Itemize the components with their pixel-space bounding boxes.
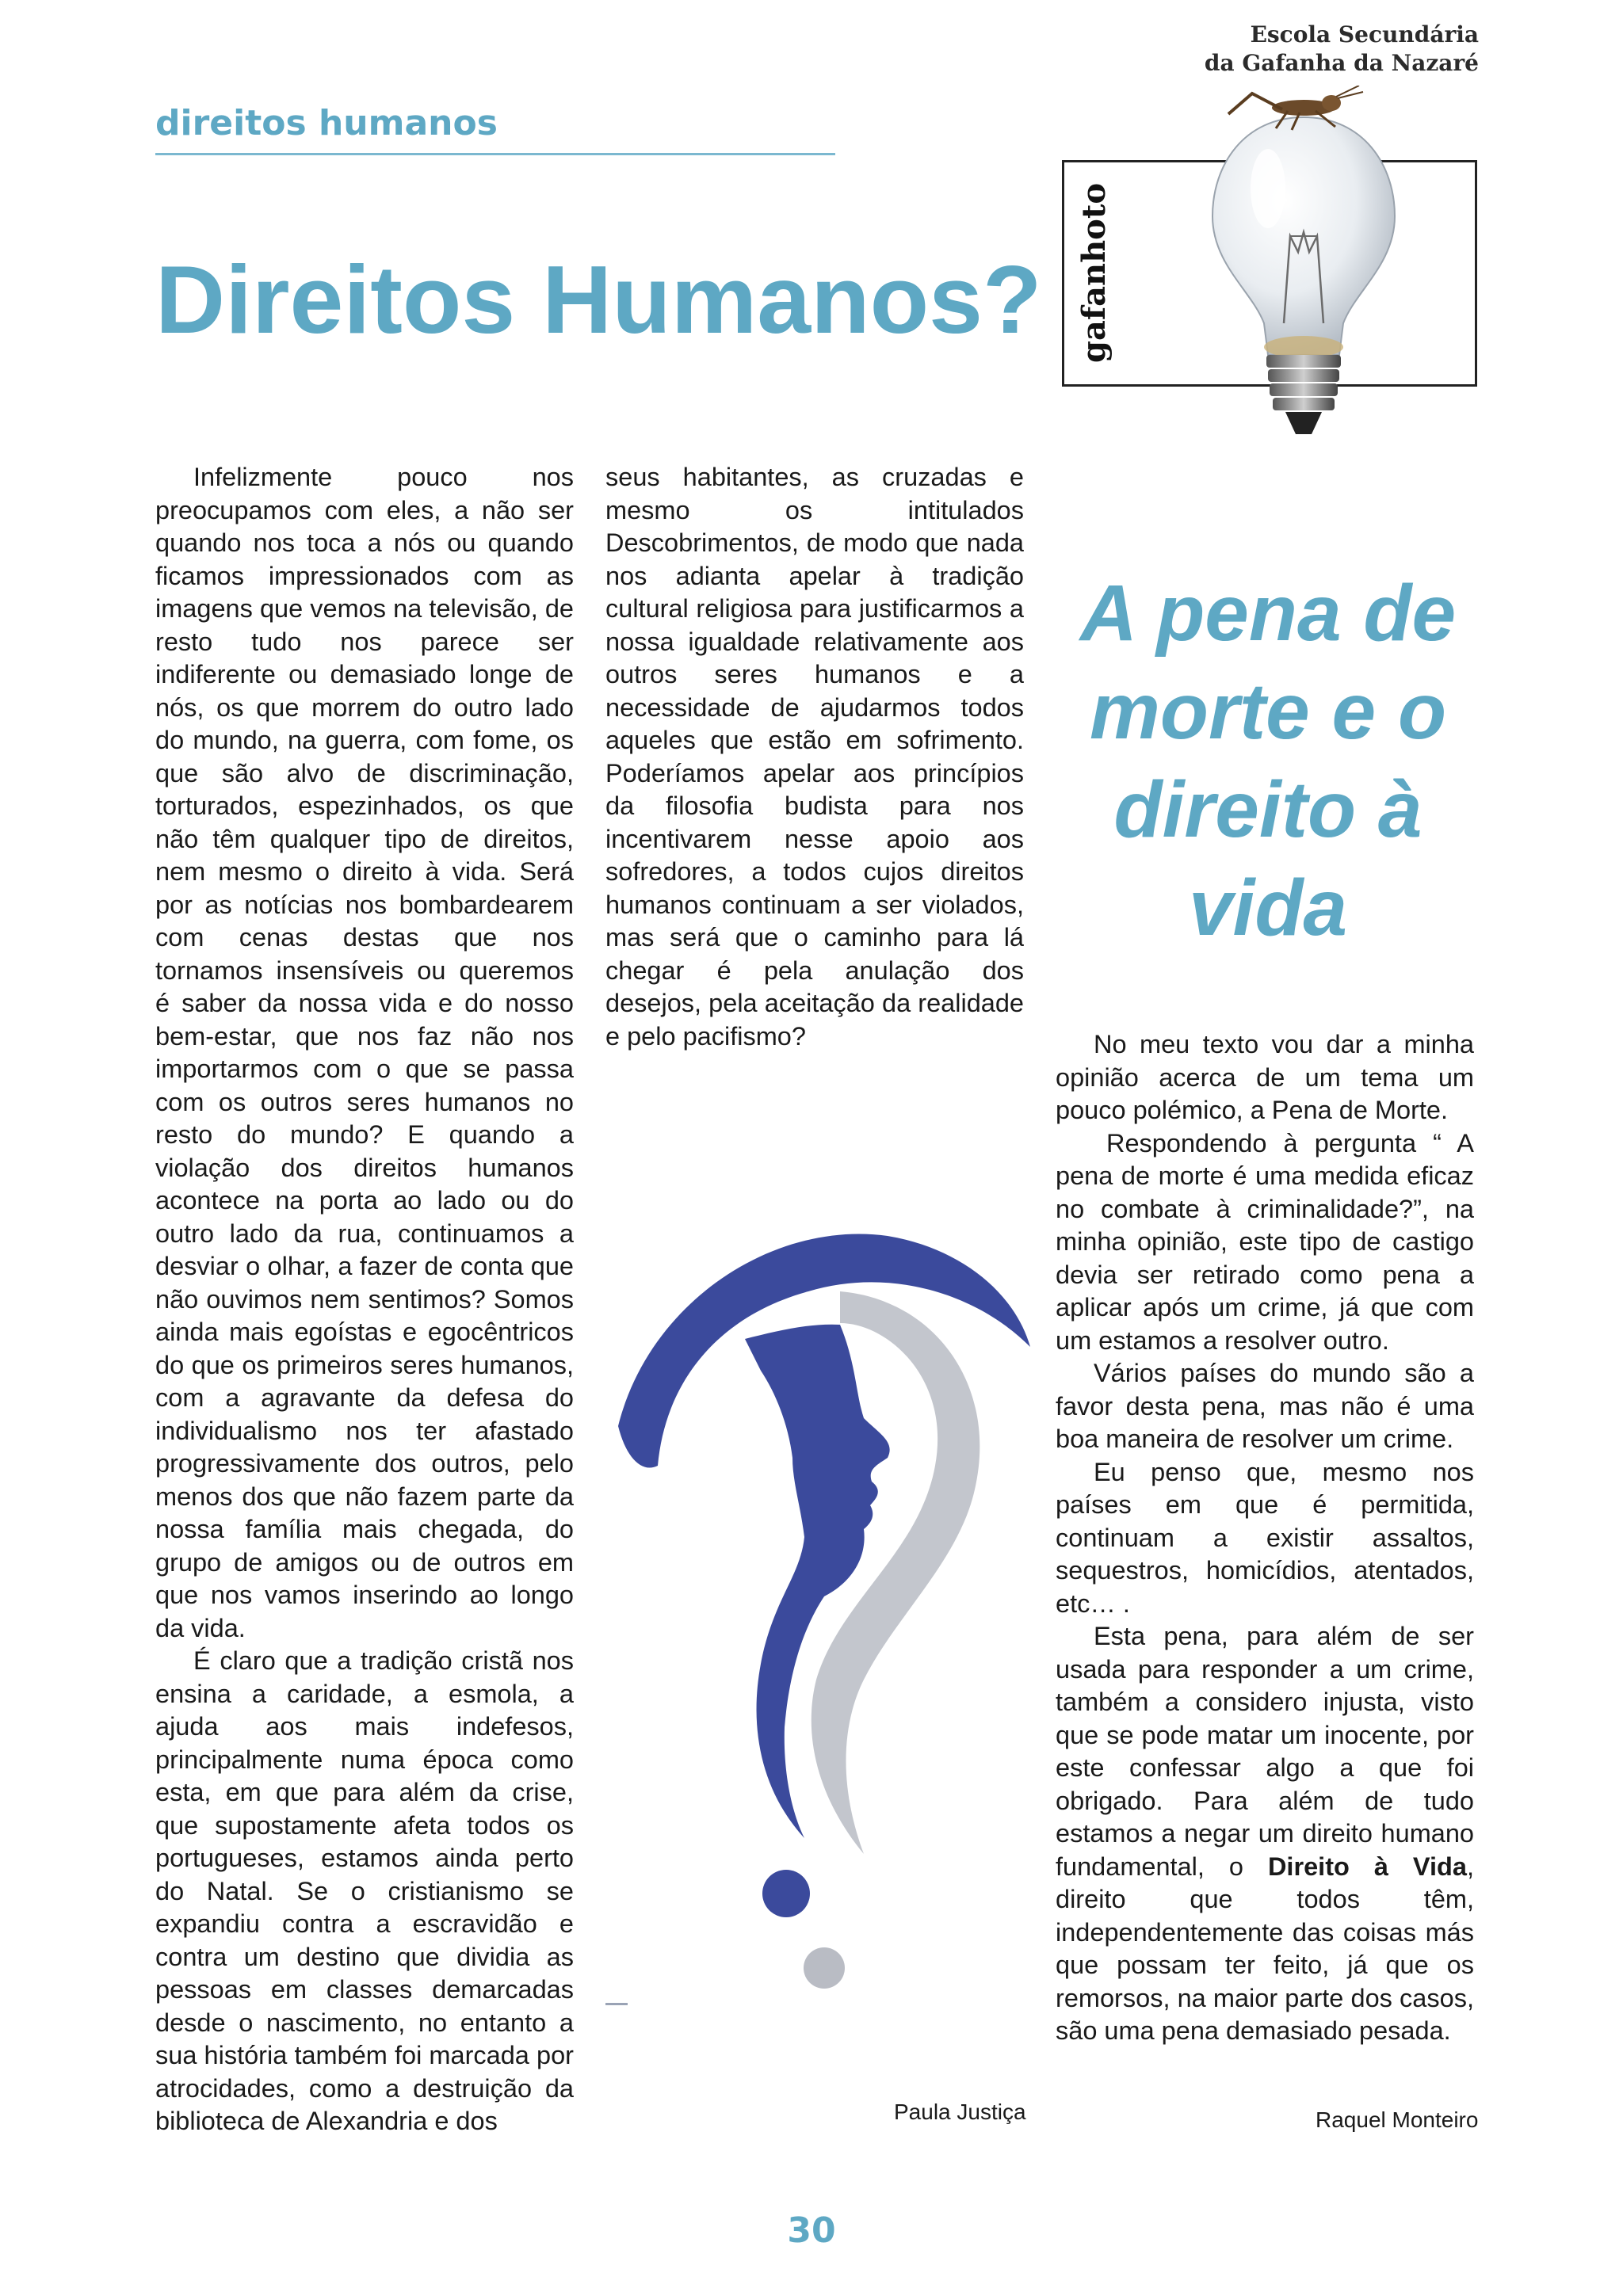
- school-name-line1: Escola Secundária: [1250, 21, 1479, 48]
- article2-title-line4: vida: [1188, 864, 1348, 952]
- logo-wordmark: [1070, 173, 1117, 372]
- logo-wordmark-text: gafanhoto: [1075, 182, 1113, 363]
- school-name-line2: da Gafanha da Nazaré: [1204, 50, 1479, 76]
- article2-paragraph3: Vários países do mundo são a favor desta pena, mas não é uma boa maneira de resolver um crime.: [1056, 1359, 1474, 1453]
- article2-paragraph5-start: Esta pena, para além de ser usada para responder a um crime, também a considero injusta, visto que se pode matar um inocente, por este confessar algo a que foi obrigado. Para além de tudo estamos a negar um direito humano fundamental, o: [1056, 1622, 1474, 1881]
- article2-paragraph1: No meu texto vou dar a minha opinião acerca de um tema um pouco polémico, a Pena de Morte.: [1056, 1030, 1474, 1124]
- lightbulb-grasshopper-logo: [1197, 86, 1411, 450]
- article2-paragraph2: Respondendo à pergunta “ A pena de morte é uma medida eficaz no combate à criminalidade?”, na minha opinião, este tipo de castigo devia ser retirado como pena a aplicar após um crime, já que com um estamos a resolver outro.: [1056, 1128, 1474, 1355]
- article1-paragraph2: É claro que a tradição cristã nos ensina a caridade, a esmola, a ajuda aos mais indefesos, principalmente numa época como esta, em que para além da crise, que supostamente afeta todos os portugueses, estamos ainda perto do Natal. Se o cristianismo se expandiu contra a escravidão e contra um destino que dividia as pessoas em classes demarcadas desde o nascimento, no entanto a sua história também foi marcada por atrocidades, como a destruição da biblioteca de Alexandria e dos: [155, 1646, 574, 2135]
- article2-author: Raquel Monteiro: [1316, 2107, 1479, 2132]
- page-number: 30: [787, 2210, 836, 2251]
- article2-body: [1056, 1028, 1474, 2048]
- article2-title-line1: A pena de: [1079, 569, 1457, 658]
- article2-title-line3: direito à: [1113, 765, 1423, 854]
- article1-paragraph2-continued: seus habitantes, as cruzadas e mesmo os intitulados Descobrimentos, de modo que nada nos adianta apelar à tradição cultural religiosa para justificarmos a nossa igualdade relativamente aos outros seres humanos e a necessidade de ajudarmos todos aqueles que estão em sofrimento. Poderíamos apelar aos princípios da filosofia budista para nos incentivarem nesse apoio aos sofredores, a todos cujos direitos humanos continuam a ser violados, mas será que o caminho para lá chegar é pela anulação dos desejos, pela aceitação da realidade e pelo pacifismo?: [605, 463, 1024, 1051]
- article2-paragraph5-end: , direito que todos têm, independentemente das coisas más que possam ter feito, já que os remorsos, na maior parte dos casos, são uma pena demasiado pesada.: [1056, 1852, 1474, 2045]
- article2-title-line2: morte e o: [1089, 667, 1447, 756]
- decorative-dash: [605, 2003, 628, 2005]
- article1-author: Paula Justiça: [894, 2100, 1026, 2124]
- article2-paragraph4: Eu penso que, mesmo nos países em que é permitida, continuam a existir assaltos, sequestros, homicídios, atentados, etc… .: [1056, 1457, 1474, 1618]
- article2-paragraph5-emphasis: Direito à Vida: [1267, 1852, 1467, 1881]
- article2-title: [1054, 564, 1482, 957]
- article1-column1: [155, 461, 574, 2138]
- question-mark-head-illustration: [602, 1204, 1046, 2020]
- page-title: Direitos Humanos?: [155, 246, 1042, 353]
- school-name: [1205, 21, 1479, 78]
- article1-paragraph1: Infelizmente pouco nos preocupamos com eles, a não ser quando nos toca a nós ou quando ficamos impressionados com as imagens que vemos na televisão, de resto tudo nos parece ser indiferente ou demasiado longe de nós, os que morrem do outro lado do mundo, na guerra, com fome, os que são alvo de discriminação, torturados, espezinhados, os que não têm qualquer tipo de direitos, nem mesmo o direito à vida. Será por as notícias nos bombardearem com cenas destas que nos tornamos insensíveis ou queremos é saber da nossa vida e do nosso bem-estar, que nos faz não nos importarmos com o que se passa com os outros seres humanos no resto do mundo? E quando a violação dos direitos humanos acontece na porta ao lado ou do outro lado da rua, continuamos a desviar o olhar, a fazer de conta que não ouvimos nem sentimos? Somos ainda mais egoístas e egocêntricos do que os primeiros seres humanos, com a agravante da defesa do individualismo nos ter afastado progressivamente dos outros, pelo menos dos que não fazem parte da nossa família mais chegada, do grupo de amigos ou de outros em que nos vamos inserindo ao longo da vida.: [155, 463, 574, 1642]
- article2-paragraph5: [1056, 1620, 1474, 2048]
- article1-column2: [605, 461, 1024, 1053]
- section-label: direitos humanos: [155, 103, 835, 155]
- grasshopper-icon: [1228, 86, 1363, 130]
